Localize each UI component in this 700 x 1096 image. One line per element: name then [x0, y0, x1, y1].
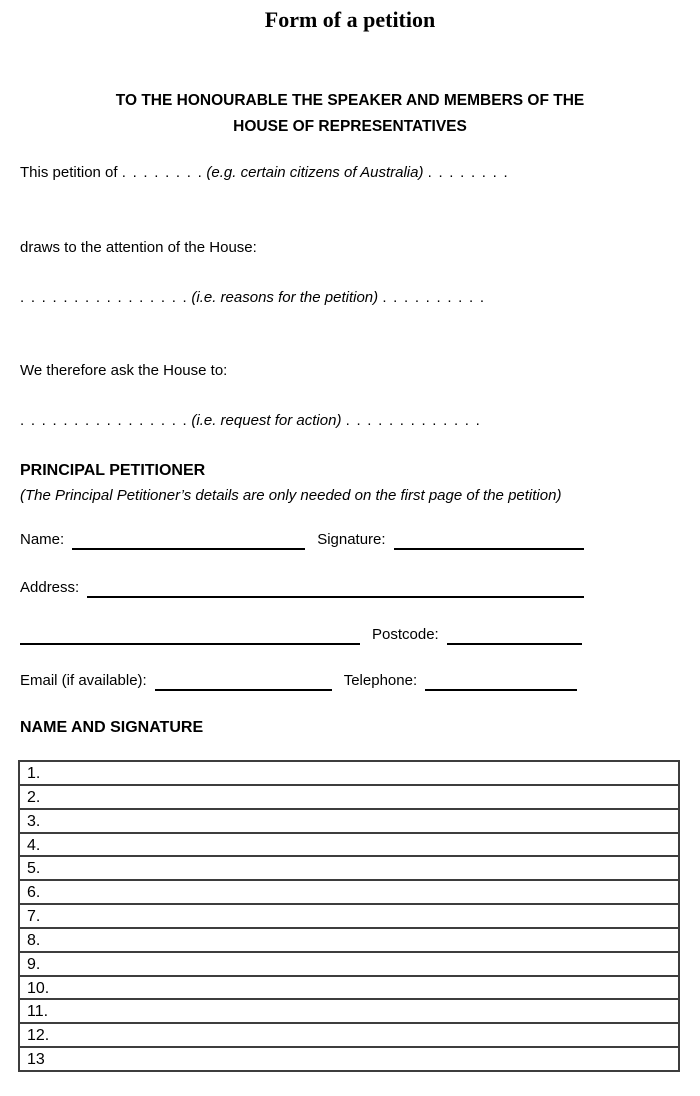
name-label: Name:: [20, 531, 65, 548]
request-dots-before: . . . . . . . . . . . . . . . .: [20, 412, 188, 429]
row-number: 11.: [27, 1003, 49, 1021]
telephone-label: Telephone:: [343, 672, 418, 689]
signature-field-blank: [394, 548, 584, 550]
row-number: 1.: [27, 765, 41, 782]
signature-table-row: [20, 1000, 678, 1024]
signature-table-row: [20, 953, 678, 977]
address-label: Address:: [20, 579, 80, 596]
row-number: 5.: [27, 860, 41, 878]
salutation-heading: [20, 88, 680, 140]
petition-of-line: [20, 163, 680, 183]
principal-petitioner-note: (The Principal Petitioner’s details are only needed on the first page of the petition): [20, 487, 562, 504]
signature-table-row: [20, 857, 678, 881]
signature-table: [18, 760, 680, 1072]
postcode-label: Postcode:: [372, 626, 439, 643]
signature-table-row: [20, 786, 678, 810]
address2-postcode-row: [20, 624, 680, 646]
principal-petitioner-heading: PRINCIPAL PETITIONER: [20, 462, 206, 479]
signature-table-row: [20, 1048, 678, 1072]
signature-table-row: [20, 929, 678, 953]
row-number: 12.: [27, 1027, 50, 1045]
draws-attention-line: draws to the attention of the House:: [20, 239, 257, 256]
signature-table-row: [20, 834, 678, 858]
row-number: 3.: [27, 812, 41, 830]
document-title: Form of a petition: [264, 7, 436, 32]
petition-of-dots-before: . . . . . . . .: [121, 164, 203, 181]
signature-table-row: [20, 762, 678, 786]
row-number: 2.: [27, 788, 41, 806]
signature-table-row: [20, 810, 678, 834]
email-telephone-row: [20, 670, 680, 692]
email-label: Email (if available):: [20, 672, 147, 689]
reasons-dots-before: . . . . . . . . . . . . . . . .: [20, 289, 188, 306]
row-number: 7.: [27, 908, 41, 926]
request-dots-after: . . . . . . . . . . . . .: [345, 412, 481, 429]
row-number: 6.: [27, 884, 41, 902]
reasons-dots-after: . . . . . . . . . .: [382, 289, 485, 306]
petition-of-hint: (e.g. certain citizens of Australia): [206, 164, 424, 181]
signature-label: Signature:: [317, 531, 386, 548]
salutation-line-2: HOUSE OF REPRESENTATIVES: [233, 118, 467, 135]
petition-of-dots-after: . . . . . . . .: [427, 164, 509, 181]
salutation-line-1: TO THE HONOURABLE THE SPEAKER AND MEMBERS OF THE: [115, 92, 585, 109]
request-line: [20, 411, 680, 431]
signature-table-row: [20, 905, 678, 929]
row-number: 8.: [27, 931, 41, 949]
row-number: 13: [27, 1051, 45, 1069]
name-field-blank: [72, 548, 305, 550]
postcode-field-blank: [447, 643, 582, 645]
name-signature-row: [20, 529, 680, 551]
telephone-field-blank: [425, 689, 577, 691]
petition-of-prefix: This petition of: [20, 164, 118, 181]
reasons-hint: (i.e. reasons for the petition): [191, 289, 379, 306]
row-number: 9.: [27, 955, 41, 973]
address2-field-blank: [20, 643, 360, 645]
ask-house-line: We therefore ask the House to:: [20, 362, 228, 379]
row-number: 4.: [27, 836, 41, 854]
row-number: 10.: [27, 979, 50, 997]
name-and-signature-heading: NAME AND SIGNATURE: [20, 719, 204, 736]
address-row: [20, 577, 680, 599]
request-hint: (i.e. request for action): [191, 412, 342, 429]
signature-table-row: [20, 977, 678, 1001]
email-field-blank: [155, 689, 332, 691]
address-field-blank: [87, 596, 584, 598]
signature-table-row: [20, 1024, 678, 1048]
signature-table-row: [20, 881, 678, 905]
reasons-line: [20, 288, 680, 308]
